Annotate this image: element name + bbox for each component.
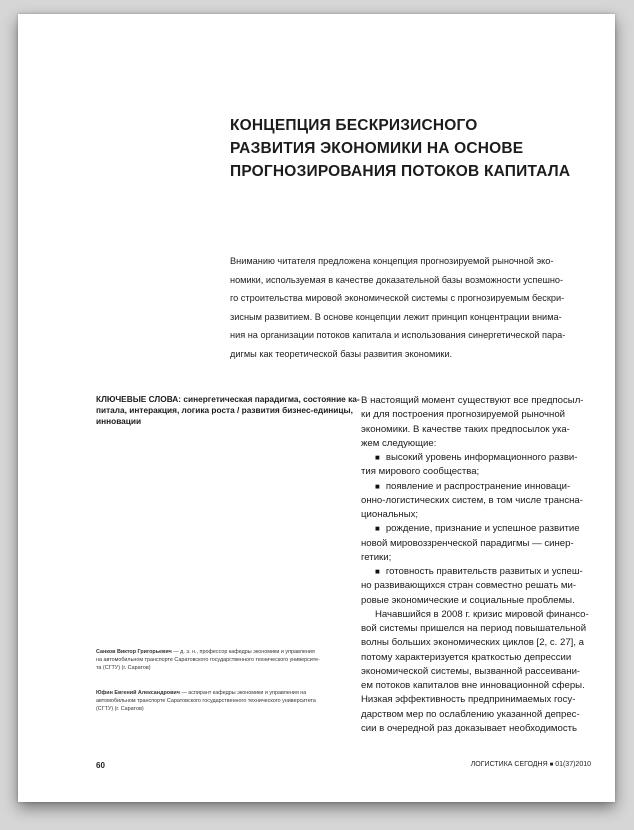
author-name: Юфин Евгений Александрович xyxy=(96,690,180,696)
body-line xyxy=(361,608,609,622)
body-line xyxy=(361,565,609,579)
body-line xyxy=(361,636,609,650)
author-affiliation: автомобильном транспорте Саратовского государственного технического университета xyxy=(96,698,316,705)
journal-name: ЛОГИСТИКА СЕГОДНЯ xyxy=(470,761,548,768)
bullet-icon: ■ xyxy=(375,453,380,462)
body-line xyxy=(361,437,609,451)
keywords-block xyxy=(96,394,360,427)
body-line xyxy=(361,679,609,693)
body-line-text: жем следующие: xyxy=(361,437,437,449)
body-line-text: В настоящий момент существуют все предпосыл- xyxy=(361,395,584,406)
body-line xyxy=(361,551,609,565)
body-line-text: волны больших экономических циклов [2, с. 27], а xyxy=(361,637,585,649)
title-line: ПРОГНОЗИРОВАНИЯ ПОТОКОВ КАПИТАЛА xyxy=(230,163,571,180)
body-line xyxy=(361,693,609,707)
author-name: Санков Виктор Григорьевич xyxy=(96,649,172,655)
issue-number: 01(37)2010 xyxy=(555,761,591,768)
body-line xyxy=(361,465,609,479)
body-line-text: гетики; xyxy=(361,551,392,563)
article-title xyxy=(230,114,610,183)
keywords-line: инновации xyxy=(96,416,142,426)
body-line xyxy=(361,665,609,679)
body-line-text: экономической системы, вызванной рассеивани- xyxy=(361,665,581,677)
body-line xyxy=(361,651,609,665)
keywords-line: питала, интеракция, логика роста / развития бизнес-единицы, xyxy=(96,405,353,415)
body-line-text: тия мирового сообщества; xyxy=(361,466,480,478)
body-line xyxy=(361,708,609,722)
body-line-text: высокий уровень информационного разви- xyxy=(385,452,578,463)
body-line xyxy=(361,537,609,551)
abstract-line: номики, используемая в качестве доказательной базы возможности успешно- xyxy=(230,274,564,285)
body-line-text: дарством мер по ослаблению указанной депрес- xyxy=(361,708,580,720)
journal-page xyxy=(18,14,615,802)
abstract xyxy=(230,252,613,363)
body-line-text: вой системы пришелся на период повышательной xyxy=(361,623,587,634)
body-line xyxy=(361,594,609,608)
bullet-icon: ■ xyxy=(375,481,380,491)
body-line xyxy=(361,522,609,536)
body-line xyxy=(361,480,609,494)
body-line-text: ки для построения прогнозируемой рыночной xyxy=(361,409,566,421)
author-affiliation: — д. э. н., профессор кафедры экономики и управления xyxy=(171,649,315,655)
abstract-line: ния на организации потоков капитала и использования синергетической пара- xyxy=(230,330,566,340)
body-line-text: появление и распространение инноваци- xyxy=(385,480,571,492)
square-separator: ■ xyxy=(549,762,554,768)
abstract-line: дигмы как теоретической базы развития экономики. xyxy=(230,348,453,359)
author-note xyxy=(96,648,346,673)
body-line xyxy=(361,508,609,522)
author-affiliation: — аспирант кафедры экономики и управления на xyxy=(179,690,307,696)
title-line: РАЗВИТИЯ ЭКОНОМИКИ НА ОСНОВЕ xyxy=(230,140,524,157)
body-line xyxy=(361,622,609,636)
abstract-line: го строительства мировой экономической системы с прогнозируемым бескри- xyxy=(230,293,565,303)
body-line-text: ем потоков капиталов вне инновационной сферы. xyxy=(361,680,585,691)
author-affiliation: та (СГТУ) (г. Саратов) xyxy=(96,665,151,672)
journal-footer xyxy=(471,761,591,768)
body-line-text: онно-логистических систем, в том числе трансна- xyxy=(361,494,583,506)
body-line-text: потому характеризуется краткостью депрессии xyxy=(361,651,572,663)
body-line xyxy=(361,494,609,508)
author-affiliation: (СГТУ) (г. Саратов) xyxy=(96,706,144,713)
abstract-line: Вниманию читателя предложена концепция прогнозируемой рыночной эко- xyxy=(230,256,554,266)
author-affiliation: на автомобильном транспорте Саратовского государственного технического университе- xyxy=(96,657,320,664)
body-line xyxy=(361,408,609,422)
body-line-text: сии в очередной раз доказывает необходимость xyxy=(361,722,578,734)
body-line-text: ровые экономические и социальные проблемы. xyxy=(361,594,575,606)
body-line xyxy=(361,579,609,593)
page-number: 60 xyxy=(96,761,105,770)
title-line: КОНЦЕПЦИЯ БЕСКРИЗИСНОГО xyxy=(230,117,478,134)
bullet-icon: ■ xyxy=(375,524,380,534)
body-text xyxy=(361,394,609,736)
body-line-text: Начавшийся в 2008 г. кризис мировой финансо- xyxy=(375,608,589,620)
body-line xyxy=(361,423,609,437)
body-line xyxy=(361,722,609,736)
body-line-text: Низкая эффективность предпринимаемых госу- xyxy=(361,694,576,706)
bullet-icon: ■ xyxy=(375,567,380,576)
body-line-text: рождение, признание и успешное развитие xyxy=(385,523,580,535)
abstract-line: зисным развитием. В основе концепции лежит принцип концентрации внима- xyxy=(230,311,562,322)
body-line-text: циональных; xyxy=(361,509,419,520)
body-line xyxy=(361,451,609,465)
body-line-text: но развивающихся стран совместно решать ми- xyxy=(361,580,577,592)
body-line-text: готовность правительств развитых и успеш- xyxy=(385,566,583,577)
keywords-line: КЛЮЧЕВЫЕ СЛОВА: синергетическая парадигма, состояние ка- xyxy=(96,394,360,404)
body-line-text: новой мировоззренческой парадигмы — синер- xyxy=(361,537,574,549)
body-line-text: экономики. В качестве таких предпосылок ука- xyxy=(361,423,570,435)
body-line xyxy=(361,394,609,408)
author-note xyxy=(96,689,346,714)
